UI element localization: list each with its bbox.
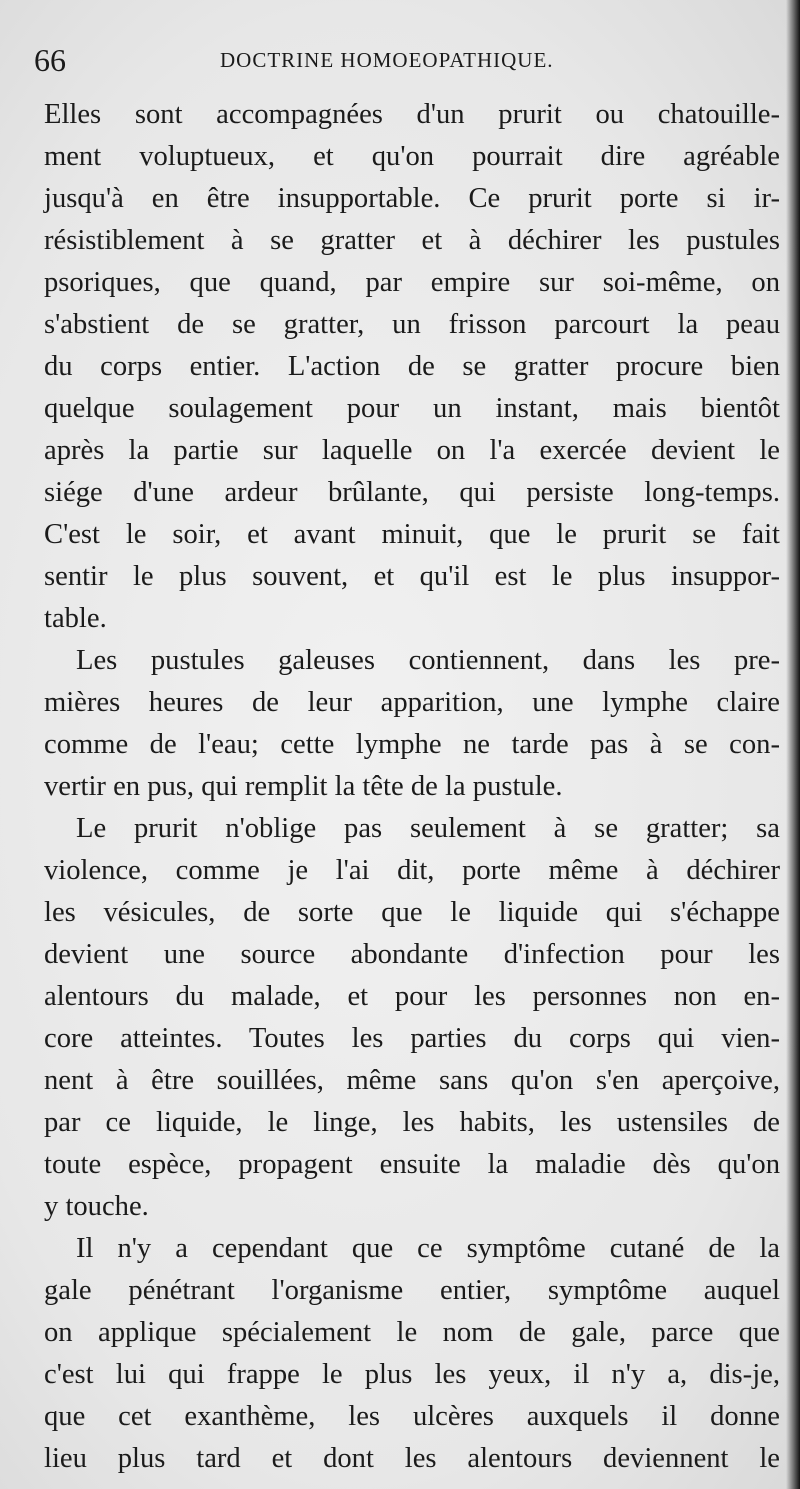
text-line: lieu plus tard et dont les alentours deviennent le [44,1443,780,1474]
paragraph [44,1228,780,1480]
text-line: table. [44,603,107,634]
text-line: y touche. [44,1191,149,1222]
text-line: c'est lui qui frappe le plus les yeux, il n'y a, dis-je, [44,1359,780,1390]
page-header [34,42,774,82]
text-line: quelque soulagement pour un instant, mais bientôt [44,393,780,424]
body-text [44,94,780,1480]
text-line: psoriques, que quand, par empire sur soi-même, on [44,267,780,298]
text-line: comme de l'eau; cette lymphe ne tarde pas à se con- [44,729,780,760]
text-line: Le prurit n'oblige pas seulement à se gratter; sa [76,813,780,844]
running-title: DOCTRINE HOMOEOPATHIQUE. [220,48,554,72]
text-line: du corps entier. L'action de se gratter procure bien [44,351,780,382]
text-line: après la partie sur laquelle on l'a exercée devient le [44,435,780,466]
text-line: on applique spécialement le nom de gale, parce que [44,1317,780,1348]
text-line: nent à être souillées, même sans qu'on s'en aperçoive, [44,1065,780,1096]
page-number: 66 [34,42,66,78]
page-spine-shadow [786,0,800,1489]
text-line: toute espèce, propagent ensuite la maladie dès qu'on [44,1149,780,1180]
text-line: sentir le plus souvent, et qu'il est le plus insuppor- [44,561,780,592]
text-line: core atteintes. Toutes les parties du corps qui vien- [44,1023,780,1054]
text-line: que cet exanthème, les ulcères auxquels il donne [44,1401,780,1432]
text-line: devient une source abondante d'infection pour les [44,939,780,970]
text-line: par ce liquide, le linge, les habits, les ustensiles de [44,1107,780,1138]
text-line: gale pénétrant l'organisme entier, symptôme auquel [44,1275,780,1306]
text-line: Les pustules galeuses contiennent, dans les pre- [76,645,780,676]
text-line: alentours du malade, et pour les personnes non en- [44,981,780,1012]
text-line: Elles sont accompagnées d'un prurit ou chatouille- [44,99,780,130]
paragraph [44,94,780,640]
text-line: C'est le soir, et avant minuit, que le prurit se fait [44,519,780,550]
text-line: jusqu'à en être insupportable. Ce prurit porte si ir- [44,183,780,214]
paragraph [44,808,780,1228]
text-line: résistiblement à se gratter et à déchirer les pustules [44,225,780,256]
text-line: Il n'y a cependant que ce symptôme cutané de la [76,1233,780,1264]
text-line: mières heures de leur apparition, une lymphe claire [44,687,780,718]
text-line: les vésicules, de sorte que le liquide qui s'échappe [44,897,780,928]
text-line: siége d'une ardeur brûlante, qui persiste long-temps. [44,477,780,508]
text-line: vertir en pus, qui remplit la tête de la pustule. [44,771,563,802]
text-line: violence, comme je l'ai dit, porte même à déchirer [44,855,780,886]
text-line: s'abstient de se gratter, un frisson parcourt la peau [44,309,780,340]
paragraph [44,640,780,808]
text-line: ment voluptueux, et qu'on pourrait dire agréable [44,141,780,172]
